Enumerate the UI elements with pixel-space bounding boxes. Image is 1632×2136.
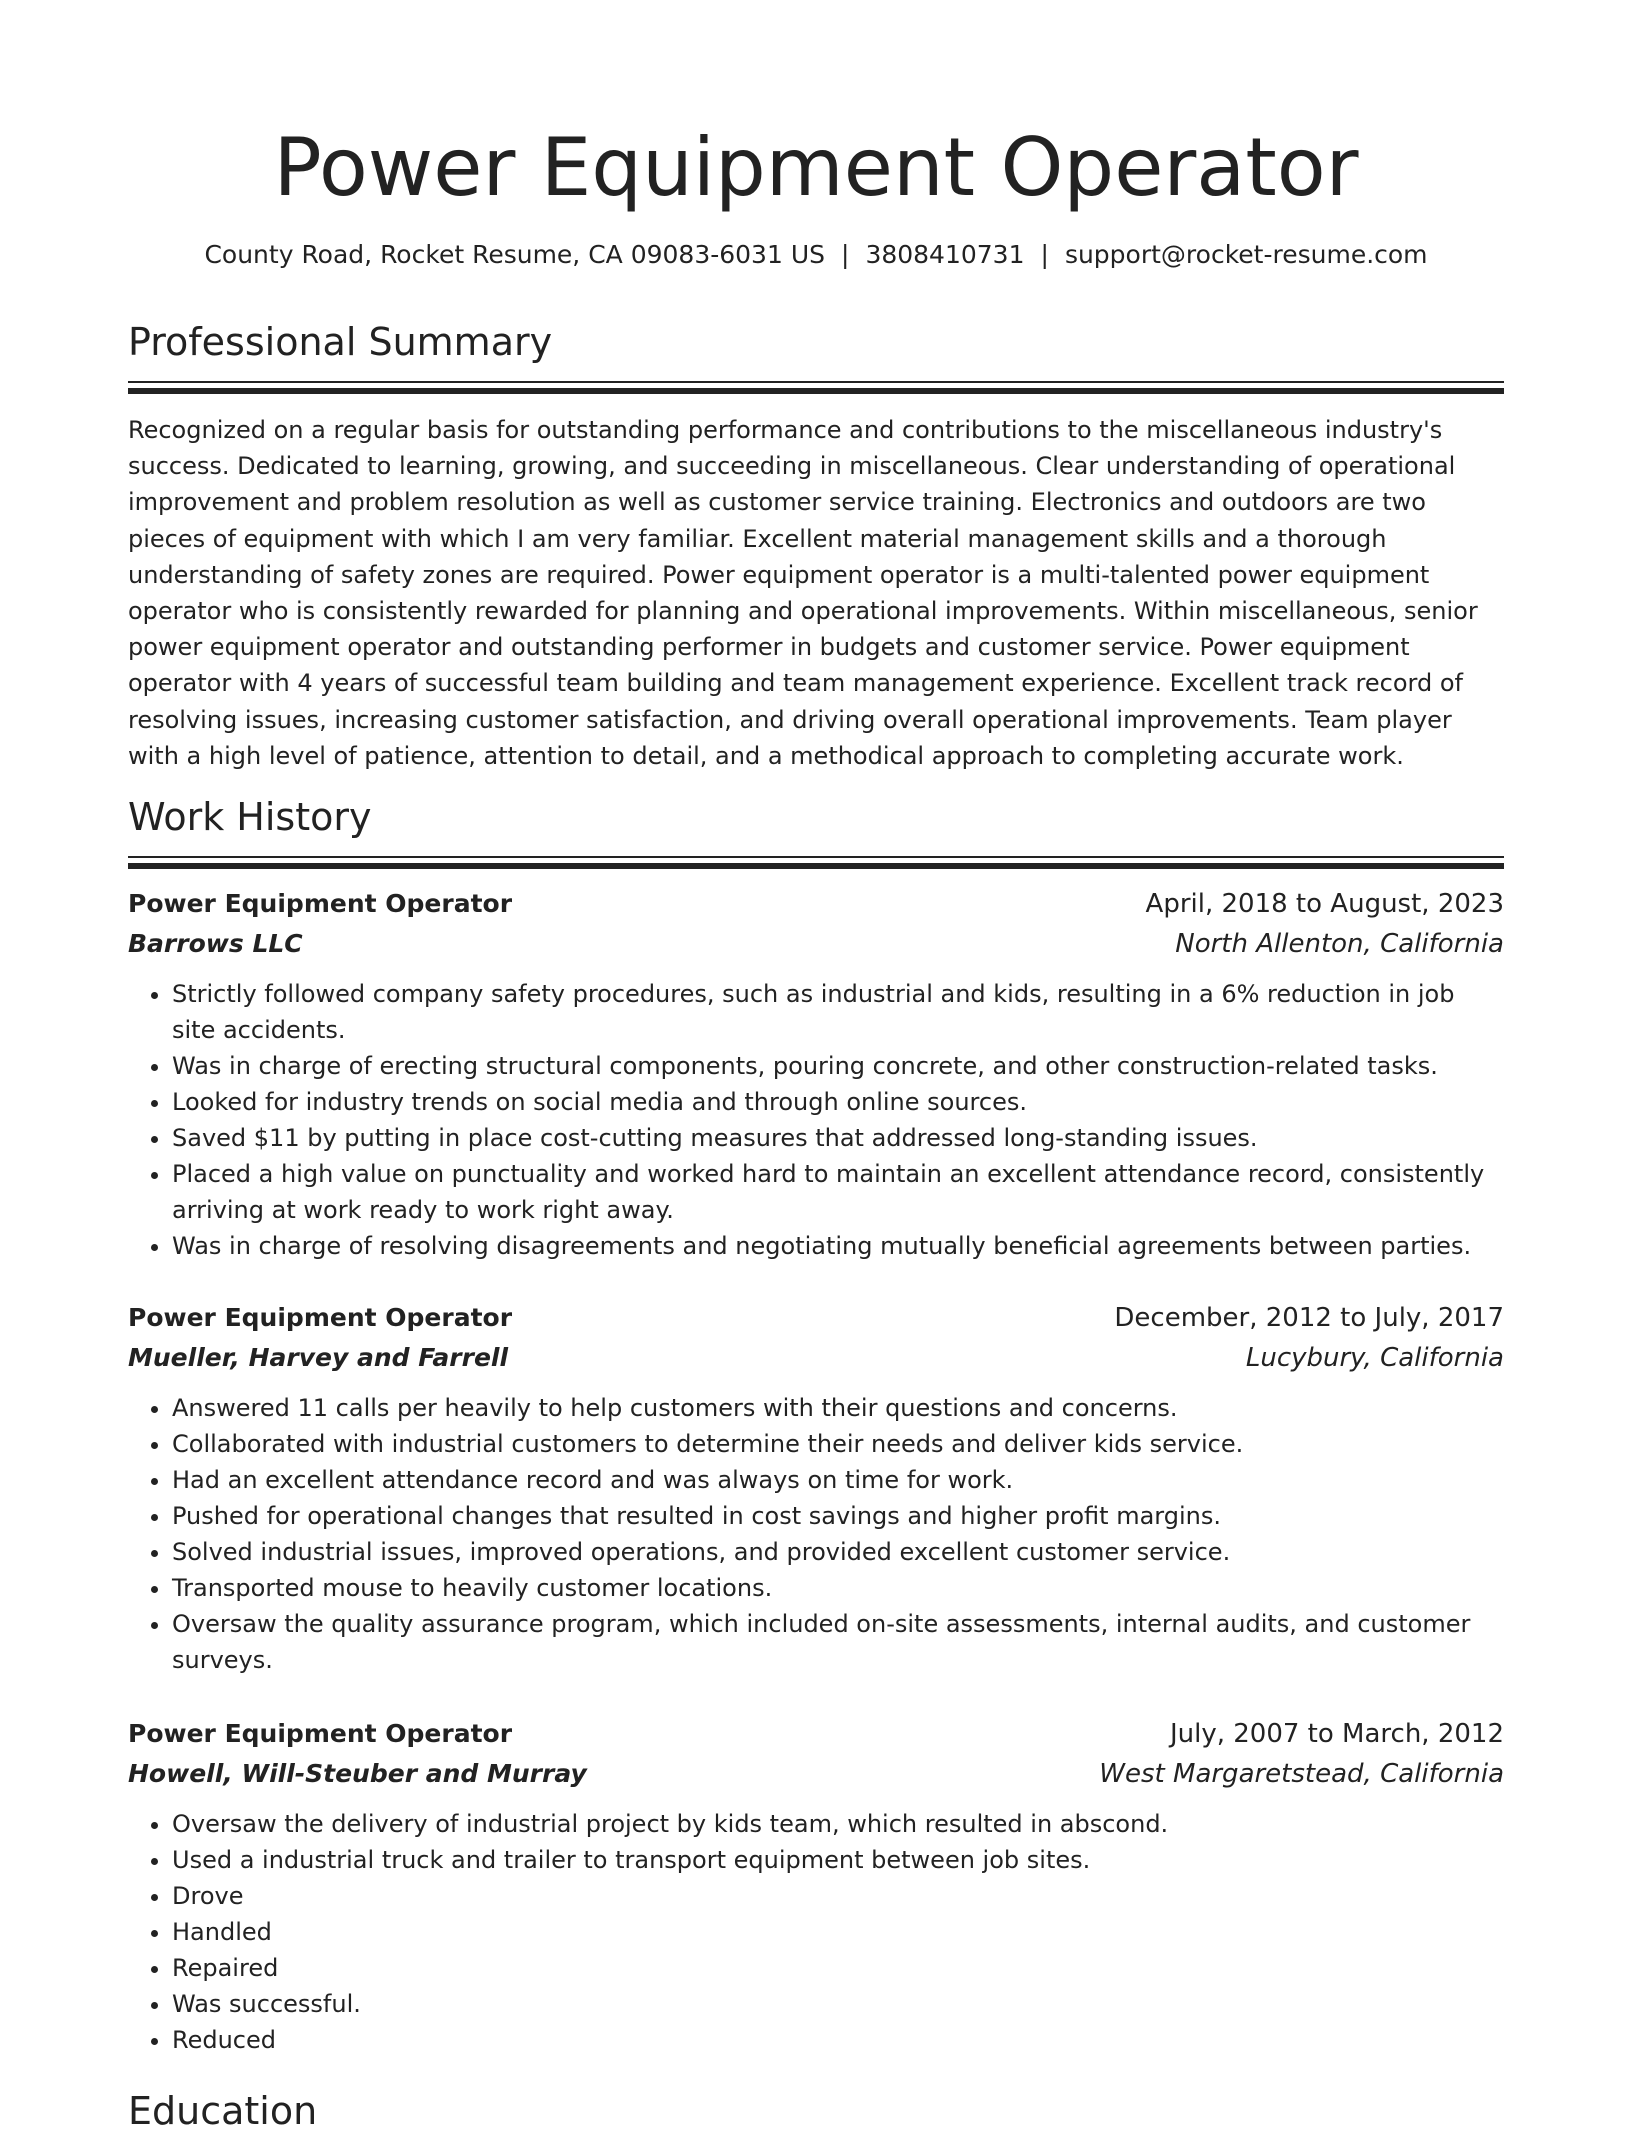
list-item: • Was in charge of erecting structural components, pouring concrete, and other construction-related tasks.: [172, 1048, 1504, 1084]
job-title: Power Equipment Operator: [128, 1303, 513, 1332]
list-item: • Collaborated with industrial customers to determine their needs and deliver kids service.: [172, 1426, 1504, 1462]
job-title: Power Equipment Operator: [128, 889, 513, 918]
job-company: Howell, Will-Steuber and Murray: [128, 1759, 587, 1788]
list-item: • Repaired: [172, 1950, 1504, 1986]
list-item: • Reduced: [172, 2022, 1504, 2058]
divider: [128, 388, 1504, 394]
separator: |: [841, 240, 850, 269]
list-item: • Strictly followed company safety procedures, such as industrial and kids, resulting in a 6% reduction in job site accidents.: [172, 976, 1504, 1048]
job-dates: April, 2018 to August, 2023: [1145, 889, 1504, 919]
address: County Road, Rocket Resume, CA 09083-6031 US: [204, 240, 825, 269]
job-dates: July, 2007 to March, 2012: [1169, 1719, 1504, 1749]
section-title: Education: [128, 2089, 318, 2133]
candidate-name: Power Equipment Operator: [273, 121, 1359, 214]
job-title: Power Equipment Operator: [128, 1719, 513, 1748]
job-entry: [128, 884, 1504, 1264]
list-item: • Handled: [172, 1914, 1504, 1950]
section-title: Work History: [128, 795, 372, 839]
list-item: • Looked for industry trends on social media and through online sources.: [172, 1084, 1504, 1120]
job-bullets: [128, 1806, 1504, 2058]
job-location: North Allenton, California: [1175, 929, 1504, 959]
professional-summary-section: [128, 317, 1504, 774]
work-history-section: [128, 792, 1504, 869]
list-item: • Used a industrial truck and trailer to transport equipment between job sites.: [172, 1842, 1504, 1878]
section-title: Professional Summary: [128, 320, 553, 364]
list-item: • Pushed for operational changes that resulted in cost savings and higher profit margins.: [172, 1498, 1504, 1534]
list-item: • Oversaw the delivery of industrial project by kids team, which resulted in abscond.: [172, 1806, 1504, 1842]
job-entry: [128, 1298, 1504, 1678]
list-item: • Solved industrial issues, improved operations, and provided excellent customer service.: [172, 1534, 1504, 1570]
list-item: • Was successful.: [172, 1986, 1504, 2022]
job-location: Lucybury, California: [1245, 1343, 1504, 1373]
list-item: • Had an excellent attendance record and was always on time for work.: [172, 1462, 1504, 1498]
job-bullets: [128, 1390, 1504, 1678]
separator: |: [1040, 240, 1049, 269]
list-item: • Drove: [172, 1878, 1504, 1914]
contact-line: [128, 238, 1504, 272]
email-link[interactable]: support@rocket-resume.com: [1064, 240, 1428, 269]
list-item: • Answered 11 calls per heavily to help customers with their questions and concerns.: [172, 1390, 1504, 1426]
job-company: Barrows LLC: [128, 929, 303, 958]
summary-text: Recognized on a regular basis for outstanding performance and contributions to the miscellaneous industry's success. Dedicated to learning, growing, and succeeding in miscellaneous. Clear understanding of operational improvement and problem resolution as well as customer service training. Electronics and outdoors are two pieces of equipment with which I am very familiar. Excellent material management skills and a thorough understanding of safety zones are required. Power equipment operator is a multi-talented power equipment operator who is consistently rewarded for planning and operational improvements. Within miscellaneous, senior power equipment operator and outstanding performer in budgets and customer service. Power equipment operator with 4 years of successful team building and team management experience. Excellent track record of resolving issues, increasing customer satisfaction, and driving overall operational improvements. Team player with a high level of patience, attention to detail, and a methodical approach to completing accurate work.: [128, 416, 1478, 770]
phone: 3808410731: [865, 240, 1025, 269]
education-section: [128, 2086, 1504, 2136]
list-item: • Placed a high value on punctuality and worked hard to maintain an excellent attendance record, consistently arriving at work ready to work right away.: [172, 1156, 1504, 1228]
list-item: • Oversaw the quality assurance program, which included on-site assessments, internal audits, and customer surveys.: [172, 1606, 1504, 1678]
list-item: • Was in charge of resolving disagreements and negotiating mutually beneficial agreements between parties.: [172, 1228, 1504, 1264]
job-location: West Margaretstead, California: [1099, 1759, 1504, 1789]
list-item: • Saved $11 by putting in place cost-cutting measures that addressed long-standing issues.: [172, 1120, 1504, 1156]
divider: [128, 863, 1504, 869]
job-company: Mueller, Harvey and Farrell: [128, 1343, 509, 1372]
job-entry: [128, 1714, 1504, 2058]
divider: [128, 381, 1504, 383]
job-dates: December, 2012 to July, 2017: [1114, 1303, 1504, 1333]
divider: [128, 856, 1504, 858]
job-bullets: [128, 976, 1504, 1264]
list-item: • Transported mouse to heavily customer locations.: [172, 1570, 1504, 1606]
